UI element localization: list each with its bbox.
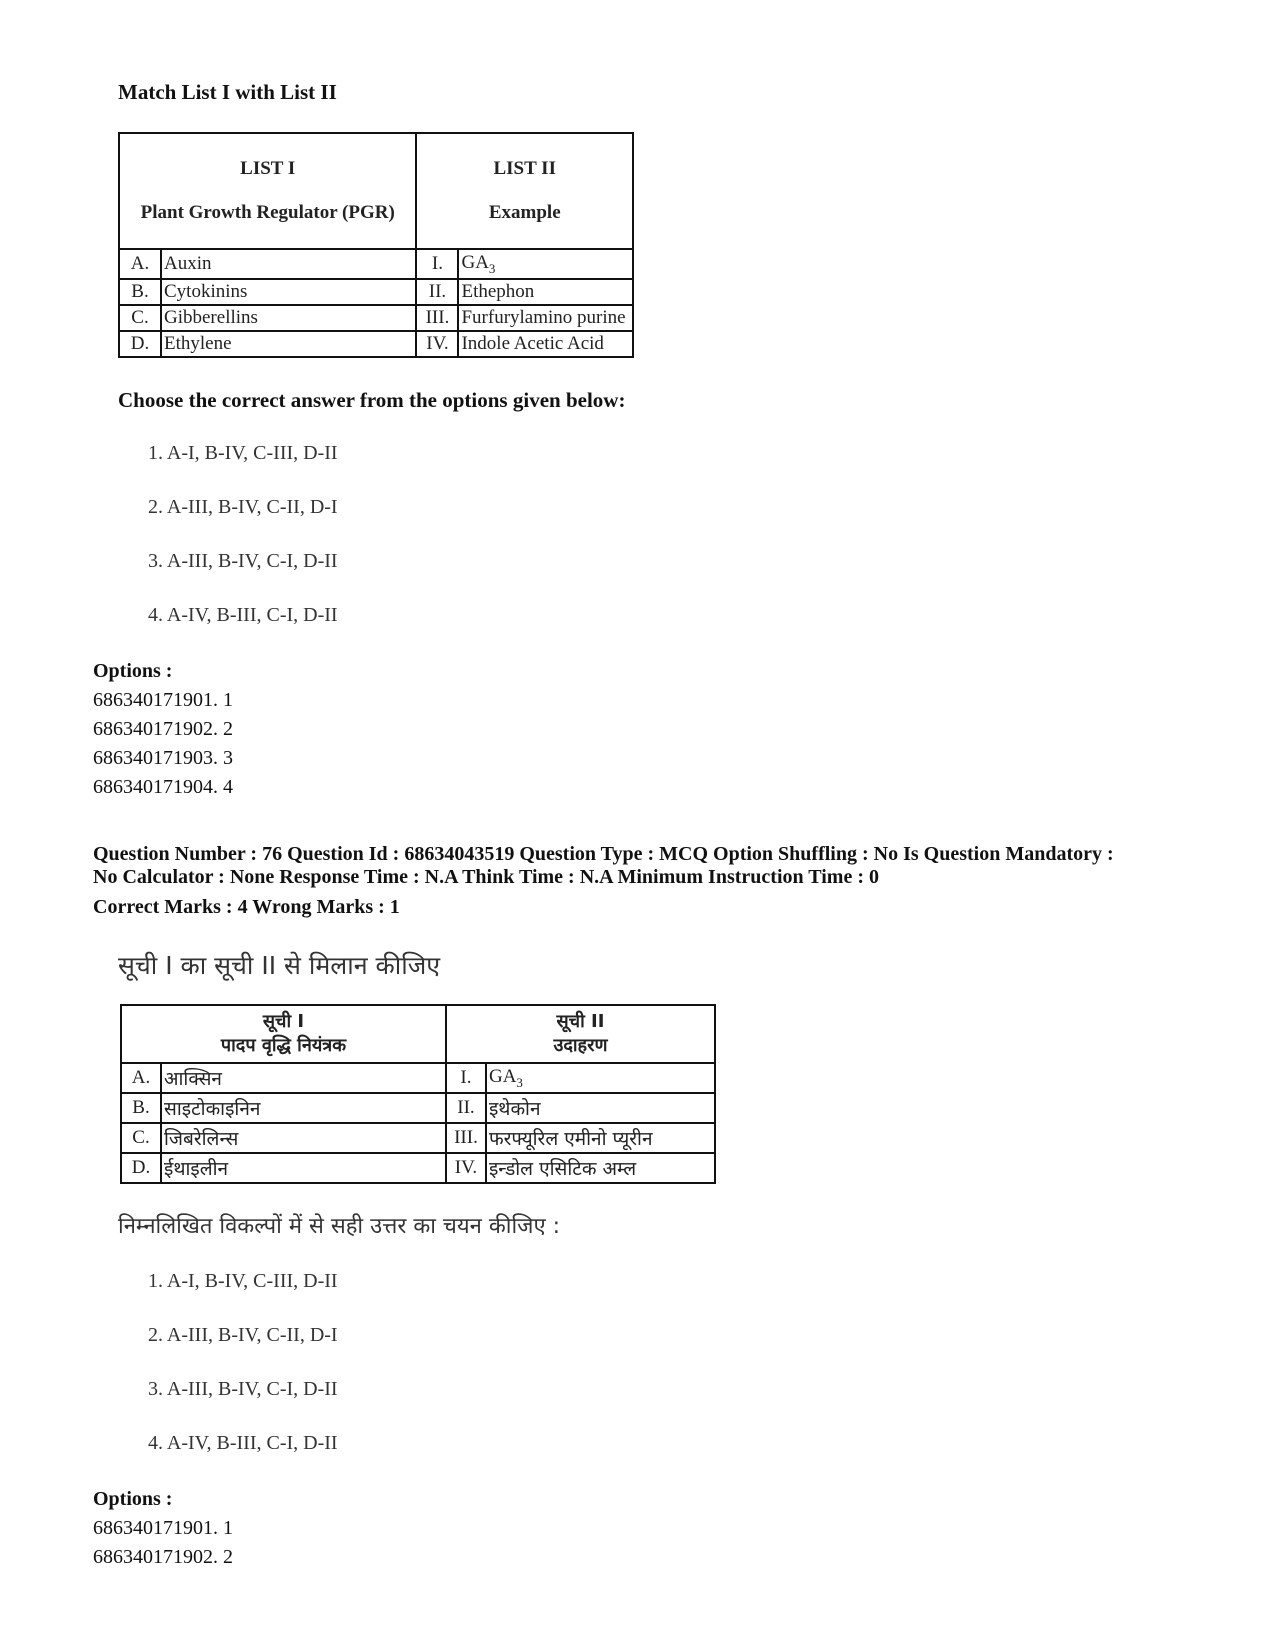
row-letter: B. — [119, 279, 161, 305]
option-4: 686340171904. 4 — [93, 776, 233, 798]
choose-prompt: Choose the correct answer from the options given below: — [118, 388, 626, 412]
table-row — [121, 1153, 715, 1183]
list1-header — [119, 133, 416, 249]
row-letter: B. — [121, 1093, 161, 1123]
example-subscript: 3 — [488, 260, 496, 276]
choice-1: 1. A-I, B-IV, C-III, D-II — [148, 442, 338, 464]
list2-subtitle: Example — [488, 202, 561, 223]
row-example — [458, 249, 633, 279]
list1-title: सूची I — [262, 1011, 305, 1032]
row-numeral: III. — [446, 1123, 486, 1153]
list1-header — [121, 1005, 446, 1063]
row-example — [486, 1063, 715, 1093]
option-3: 686340171903. 3 — [93, 747, 233, 769]
example-subscript: 3 — [516, 1074, 523, 1090]
row-pgr: जिबरेलिन्स — [161, 1123, 446, 1153]
example-text: GA — [461, 251, 489, 273]
row-numeral: I. — [446, 1063, 486, 1093]
row-example: इथेकोन — [486, 1093, 715, 1123]
choice-2: 2. A-III, B-IV, C-II, D-I — [148, 496, 338, 518]
row-letter: A. — [121, 1063, 161, 1093]
row-pgr: आक्सिन — [161, 1063, 446, 1093]
option-2: 686340171902. 2 — [93, 718, 233, 740]
option-1: 686340171901. 1 — [93, 1517, 233, 1539]
options-label: Options : — [93, 660, 173, 682]
question-meta-line2: No Calculator : None Response Time : N.A Think Time : N.A Minimum Instruction Time : 0 — [93, 866, 879, 888]
table-row — [121, 1123, 715, 1153]
row-numeral: II. — [416, 279, 458, 305]
row-letter: A. — [119, 249, 161, 279]
options-label: Options : — [93, 1488, 173, 1510]
row-pgr: Gibberellins — [161, 305, 416, 331]
option-1: 686340171901. 1 — [93, 689, 233, 711]
table-row — [121, 1063, 715, 1093]
row-numeral: I. — [416, 249, 458, 279]
table-row — [119, 249, 633, 279]
row-example: Ethephon — [458, 279, 633, 305]
list1-subtitle: पादप वृद्धि नियंत्रक — [220, 1035, 347, 1056]
match-table — [118, 132, 634, 358]
question-marks: Correct Marks : 4 Wrong Marks : 1 — [93, 896, 400, 918]
match-table-hindi — [120, 1004, 716, 1184]
row-example: Indole Acetic Acid — [458, 331, 633, 357]
list2-title: सूची II — [556, 1011, 605, 1032]
row-numeral: III. — [416, 305, 458, 331]
list2-header — [446, 1005, 715, 1063]
row-pgr: ईथाइलीन — [161, 1153, 446, 1183]
question-meta-line1: Question Number : 76 Question Id : 68634043519 Question Type : MCQ Option Shuffling : No Is Question Mandatory : — [93, 843, 1114, 865]
row-letter: C. — [119, 305, 161, 331]
choice-2: 2. A-III, B-IV, C-II, D-I — [148, 1324, 338, 1346]
question-title-hindi: सूची I का सूची II से मिलान कीजिए — [118, 951, 441, 980]
choose-prompt-hindi: निम्नलिखित विकल्पों में से सही उत्तर का चयन कीजिए : — [118, 1214, 561, 1239]
row-pgr: Ethylene — [161, 331, 416, 357]
choice-4: 4. A-IV, B-III, C-I, D-II — [148, 604, 338, 626]
row-numeral: IV. — [416, 331, 458, 357]
list2-subtitle: उदाहरण — [553, 1035, 608, 1056]
row-pgr: साइटोकाइनिन — [161, 1093, 446, 1123]
list2-title: LIST II — [493, 158, 556, 179]
table-row — [119, 279, 633, 305]
row-letter: C. — [121, 1123, 161, 1153]
row-letter: D. — [121, 1153, 161, 1183]
row-pgr: Cytokinins — [161, 279, 416, 305]
row-pgr: Auxin — [161, 249, 416, 279]
list1-subtitle: Plant Growth Regulator (PGR) — [140, 202, 395, 223]
list2-header — [416, 133, 633, 249]
row-example: फरफ्यूरिल एमीनो प्यूरीन — [486, 1123, 715, 1153]
choice-1: 1. A-I, B-IV, C-III, D-II — [148, 1270, 338, 1292]
choice-3: 3. A-III, B-IV, C-I, D-II — [148, 550, 338, 572]
row-example: इन्डोल एसिटिक अम्ल — [486, 1153, 715, 1183]
option-2: 686340171902. 2 — [93, 1546, 233, 1568]
list1-title: LIST I — [240, 158, 296, 179]
row-letter: D. — [119, 331, 161, 357]
table-row — [119, 305, 633, 331]
row-numeral: IV. — [446, 1153, 486, 1183]
choice-4: 4. A-IV, B-III, C-I, D-II — [148, 1432, 338, 1454]
choice-3: 3. A-III, B-IV, C-I, D-II — [148, 1378, 338, 1400]
row-numeral: II. — [446, 1093, 486, 1123]
row-example: Furfurylamino purine — [458, 305, 633, 331]
example-text: GA — [488, 1065, 517, 1087]
question-title: Match List I with List II — [118, 80, 337, 104]
table-row — [119, 331, 633, 357]
table-row — [121, 1093, 715, 1123]
